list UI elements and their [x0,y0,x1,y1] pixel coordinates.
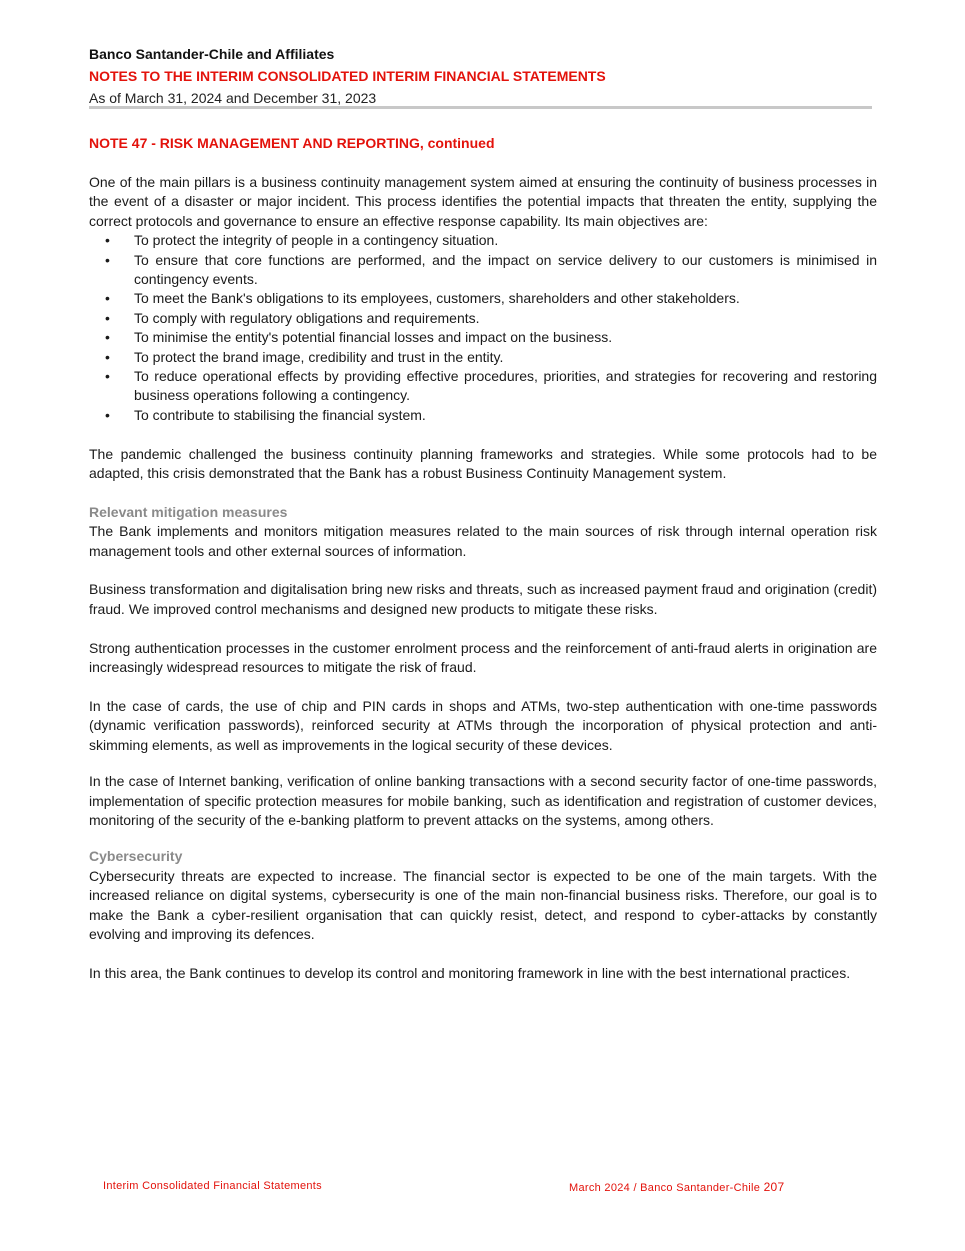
list-item: • To reduce operational effects by providing effective procedures, priorities, and strategies for recovering and restoring business operations following a contingency. [105,368,877,404]
intro-paragraph: One of the main pillars is a business continuity management system aimed at ensuring the continuity of business processes in the event of a disaster or major incident. This process identifies the potential impacts that threaten the entity, supplying the correct protocols and governance to ensure an effective response capability. Its main objectives are: [89,174,877,229]
cybersecurity-heading: Cybersecurity [89,848,183,865]
note-title: NOTE 47 - RISK MANAGEMENT AND REPORTING, continued [89,135,495,151]
pandemic-paragraph: The pandemic challenged the business continuity planning frameworks and strategies. While some protocols had to be adapted, this crisis demonstrated that the Bank has a robust Business Continuity Management system. [89,445,877,482]
bullet-icon: • [105,368,110,385]
page-number: 207 [763,1180,785,1194]
bullet-icon: • [105,406,110,423]
list-item: • To minimise the entity's potential financial losses and impact on the business. [89,328,877,347]
mitigation-paragraph: Business transformation and digitalisation bring new risks and threats, such as increased payment fraud and origination (credit) fraud. We improved control mechanisms and designed new products to mitigate these risks. [89,581,877,617]
bullet-icon: • [105,232,110,249]
list-item: • To protect the brand image, credibility and trust in the entity. [89,348,877,367]
footer-right: March 2024 / Banco Santander-Chile 207 [569,1180,785,1194]
list-item: • To contribute to stabilising the financial system. [89,406,877,425]
mitigation-paragraph: The Bank implements and monitors mitigation measures related to the main sources of risk through internal operation risk management tools and other external sources of information. [89,523,877,559]
note-body [89,173,877,983]
mitigation-paragraph: Strong authentication processes in the customer enrolment process and the reinforcement of anti-fraud alerts in origination are increasingly widespread resources to mitigate the risk of fraud. [89,639,877,676]
bullet-icon: • [105,251,110,268]
list-item: • To meet the Bank's obligations to its employees, customers, shareholders and other stakeholders. [89,289,877,308]
cybersecurity-paragraph: Cybersecurity threats are expected to increase. The financial sector is expected to be one of the main targets. With the increased reliance on digital systems, cybersecurity is one of the main non-financial business risks. Therefore, our goal is to make the Bank a cyber-resilient organisation that can quickly resist, detect, and respond to cyber-attacks by constantly evolving and improving its defences. [89,867,877,942]
notes-title: NOTES TO THE INTERIM CONSOLIDATED INTERIM FINANCIAL STATEMENTS [89,68,606,84]
bullet-icon: • [105,348,110,365]
bullet-icon: • [105,309,110,326]
mitigation-paragraph: In the case of Internet banking, verification of online banking transactions with a second security factor of one-time passwords, implementation of specific protection measures for mobile banking, such as identification and registration of customer devices, monitoring of the security of the e-banking platform to prevent attacks on the systems, among others. [89,773,877,828]
bullet-icon: • [105,290,110,307]
cybersecurity-paragraph: In this area, the Bank continues to develop its control and monitoring framework in line with the best international practices. [89,964,851,981]
list-item: • To comply with regulatory obligations and requirements. [89,309,877,328]
list-item: • To protect the integrity of people in a contingency situation. [89,231,877,250]
list-item: • To ensure that core functions are performed, and the impact on service delivery to our customers is minimised in contingency events. [105,251,877,288]
company-name: Banco Santander-Chile and Affiliates [89,46,335,62]
mitigation-heading: Relevant mitigation measures [89,503,288,520]
bullet-icon: • [105,329,110,346]
header-divider [89,106,872,109]
as-of-date: As of March 31, 2024 and December 31, 2023 [89,90,377,106]
footer-left: Interim Consolidated Financial Statements [103,1180,322,1192]
mitigation-paragraph: In the case of cards, the use of chip and PIN cards in shops and ATMs, two-step authentication with one-time passwords (dynamic verification passwords), reinforced security at ATMs through the incorporation of physical protection and anti-skimming elements, as well as improvements in the logical security of these devices. [89,697,877,753]
objectives-list [89,231,877,425]
